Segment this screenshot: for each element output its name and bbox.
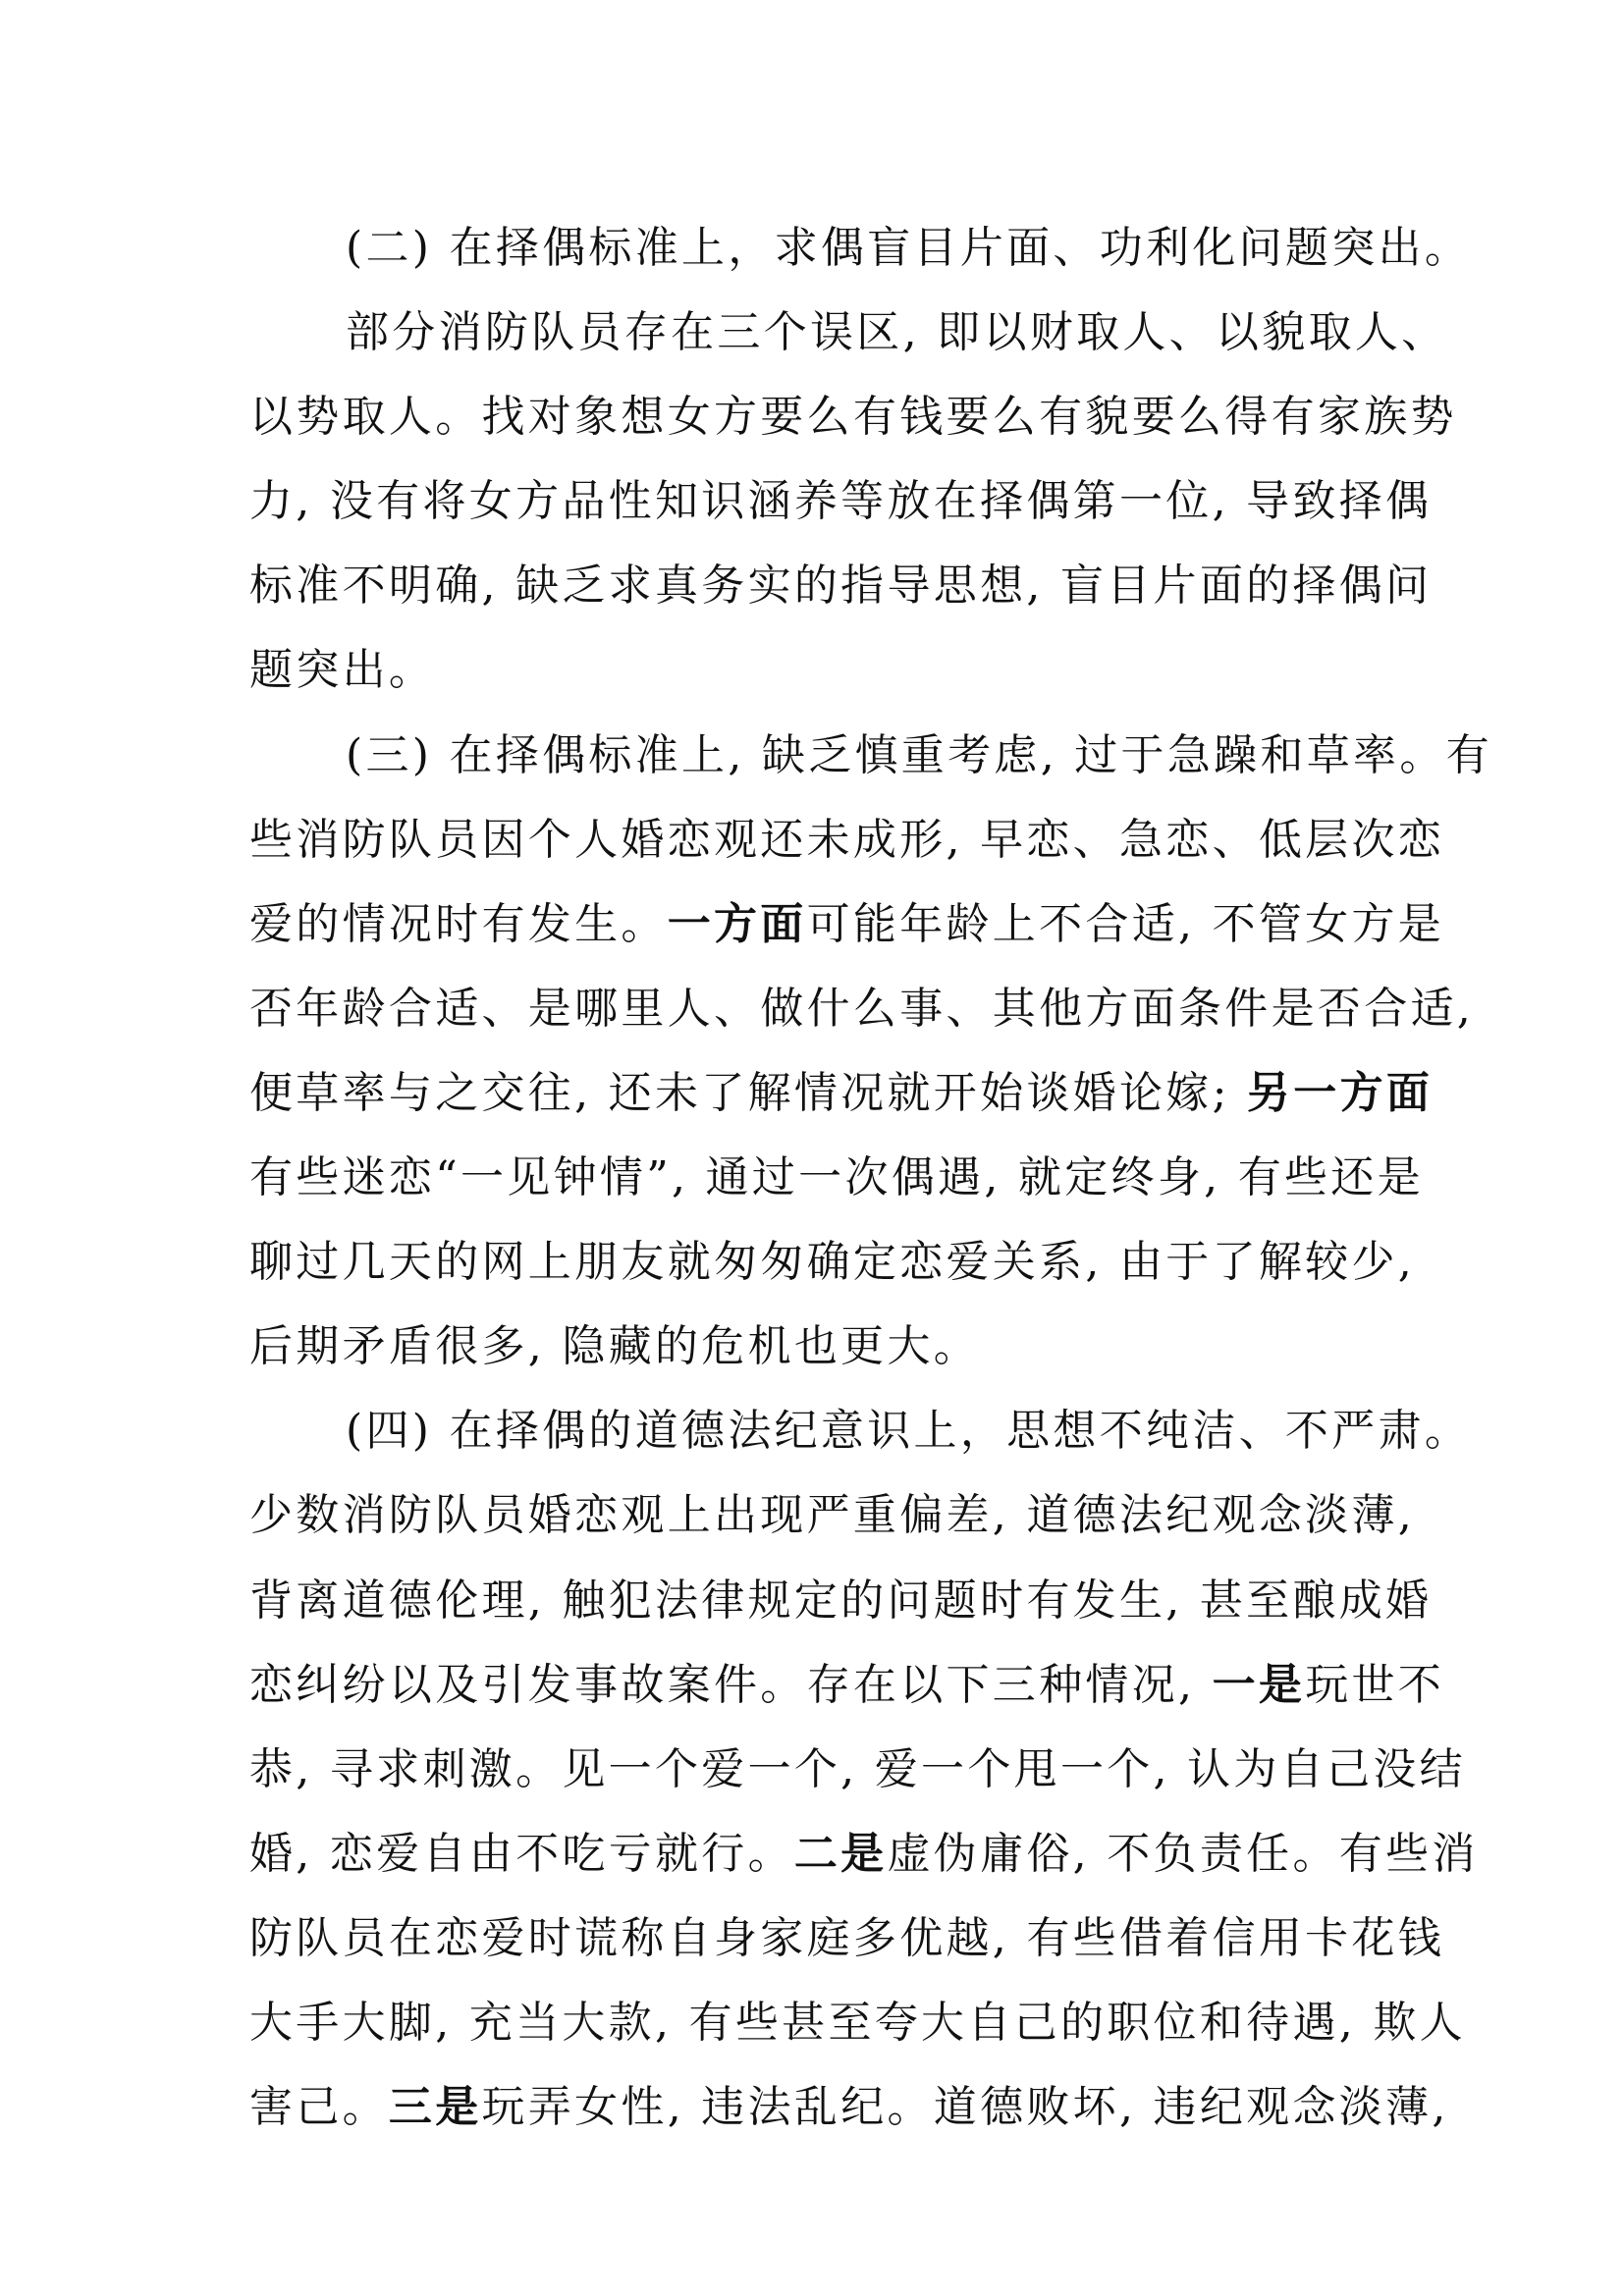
- paragraph-heading-3: (三) 在择偶标准上, 缺乏慎重考虑, 过于急躁和草率。有: [346, 729, 1492, 780]
- text-line: 害己。三是玩弄女性, 违法乱纪。道德败坏, 违纪观念淡薄,: [249, 2082, 1449, 2133]
- text-line: 大手大脚, 充当大款, 有些甚至夸大自己的职位和待遇, 欺人: [249, 1997, 1466, 2048]
- text-line: 否年龄合适、是哪里人、做什么事、其他方面条件是否合适,: [249, 983, 1475, 1034]
- text-line: 爱的情况时有发生。一方面可能年龄上不合适, 不管女方是: [249, 898, 1445, 949]
- text-line: 题突出。: [249, 645, 436, 696]
- document-body: [249, 206, 1492, 2150]
- emphasis-text: 一是: [1212, 1659, 1306, 1710]
- emphasis-text: 二是: [793, 1828, 888, 1879]
- text-line: 有些迷恋“一见钟情”, 通过一次偶遇, 就定终身, 有些还是: [249, 1152, 1424, 1203]
- paragraph-heading-4: (四) 在择偶的道德法纪意识上，思想不纯洁、不严肃。: [346, 1406, 1472, 1457]
- text-line: 后期矛盾很多, 隐藏的危机也更大。: [249, 1321, 981, 1372]
- emphasis-text: 三是: [388, 2082, 482, 2133]
- emphasis-text: 另一方面: [1246, 1067, 1434, 1118]
- text-line: 恭, 寻求刺激。见一个爱一个, 爱一个甩一个, 认为自己没结: [249, 1743, 1466, 1794]
- text-line: 少数消防队员婚恋观上出现严重偏差, 道德法纪观念淡薄,: [249, 1490, 1416, 1541]
- text-line: 力, 没有将女方品性知识涵养等放在择偶第一位, 导致择偶: [249, 476, 1433, 527]
- text-line: 些消防队员因个人婚恋观还未成形, 早恋、急恋、低层次恋: [249, 814, 1445, 865]
- text-line: 恋纠纷以及引发事故案件。存在以下三种情况, 一是玩世不: [249, 1659, 1445, 1710]
- text-line: 婚, 恋爱自由不吃亏就行。二是虚伪庸俗, 不负责任。有些消: [249, 1828, 1479, 1879]
- text-line: 便草率与之交往, 还未了解情况就开始谈婚论嫁; 另一方面: [249, 1067, 1434, 1118]
- text-line: 以势取人。找对象想女方要么有钱要么有貌要么得有家族势: [249, 392, 1457, 443]
- text-line: 防队员在恋爱时谎称自身家庭多优越, 有些借着信用卡花钱: [249, 1912, 1445, 1963]
- emphasis-text: 一方面: [667, 898, 807, 949]
- text-line: 背离道德伦理, 触犯法律规定的问题时有发生, 甚至酿成婚: [249, 1575, 1433, 1626]
- text-line: 标准不明确, 缺乏求真务实的指导思想, 盲目片面的择偶问: [249, 561, 1433, 612]
- text-line: 聊过几天的网上朋友就匆匆确定恋爱关系, 由于了解较少,: [249, 1237, 1416, 1288]
- text-line: 部分消防队员存在三个误区, 即以财取人、以貌取人、: [346, 307, 1448, 358]
- paragraph-heading-2: (二) 在择偶标准上，求偶盲目片面、功利化问题突出。: [346, 223, 1472, 273]
